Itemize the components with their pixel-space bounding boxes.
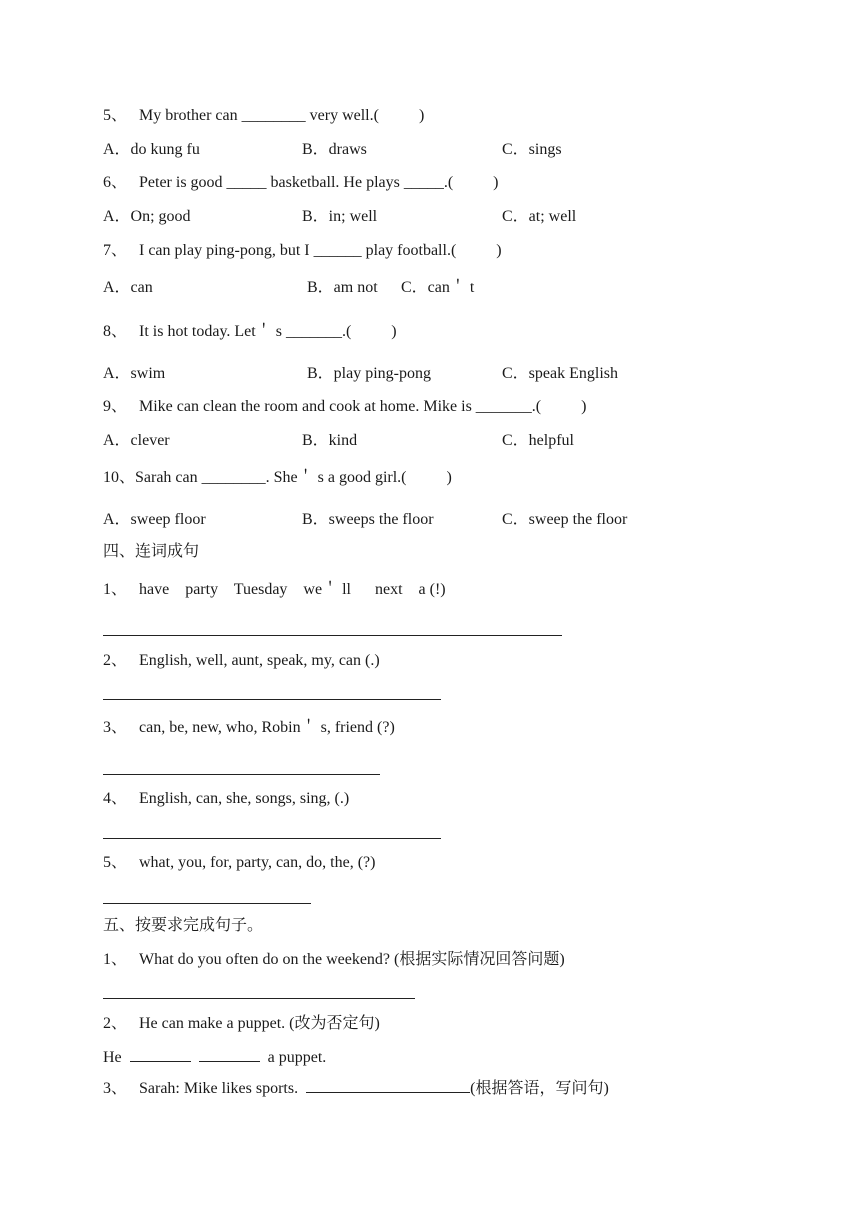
section-5-item-1: 1、 What do you often do on the weekend? (根据实际情况回答问题) bbox=[103, 951, 565, 968]
question-9-option-c: C．helpful bbox=[502, 432, 574, 449]
answer-line-4-3[interactable] bbox=[103, 774, 380, 775]
question-8-option-b: B．play ping-pong bbox=[307, 365, 431, 382]
section-4-title: 四、连词成句 bbox=[103, 543, 200, 560]
section-5-title: 五、按要求完成句子。 bbox=[103, 917, 264, 934]
question-10-option-b: B．sweeps the floor bbox=[302, 511, 434, 528]
question-7-option-b: B．am not bbox=[307, 279, 378, 296]
question-8-stem: 8、 It is hot today. Let＇ s _______.( ) bbox=[103, 323, 397, 340]
answer-blank-2[interactable] bbox=[199, 1046, 260, 1062]
question-9-stem: 9、 Mike can clean the room and cook at home. Mike is _______.( ) bbox=[103, 398, 587, 415]
section-4-item-1: 1、 have party Tuesday we＇ ll next a (!) bbox=[103, 581, 446, 598]
question-6-option-c: C．at; well bbox=[502, 208, 577, 225]
question-8-option-c: C．speak English bbox=[502, 365, 618, 382]
question-6-option-b: B．in; well bbox=[302, 208, 378, 225]
question-7-option-c: C．can＇ t bbox=[401, 279, 475, 296]
section-4-item-3: 3、 can, be, new, who, Robin＇ s, friend (?) bbox=[103, 719, 395, 736]
question-10-option-c: C．sweep the floor bbox=[502, 511, 628, 528]
item-3-text: 3、 Sarah: Mike likes sports. bbox=[103, 1080, 299, 1097]
answer-blank-3[interactable] bbox=[306, 1077, 470, 1093]
answer-prefix-he: He bbox=[103, 1049, 122, 1066]
section-4-item-4: 4、 English, can, she, songs, sing, (.) bbox=[103, 790, 350, 807]
question-5-option-b: B．draws bbox=[302, 141, 367, 158]
answer-blank-1[interactable] bbox=[130, 1046, 191, 1062]
answer-line-4-4[interactable] bbox=[103, 838, 441, 839]
question-7-stem: 7、 I can play ping-pong, but I ______ play football.( ) bbox=[103, 242, 502, 259]
answer-suffix: a puppet. bbox=[267, 1049, 327, 1066]
section-5-item-3 bbox=[103, 1077, 609, 1099]
section-4-item-5: 5、 what, you, for, party, can, do, the, (?) bbox=[103, 854, 376, 871]
section-4-item-2: 2、 English, well, aunt, speak, my, can (.) bbox=[103, 652, 380, 669]
item-3-instruction: (根据答语，写问句) bbox=[470, 1080, 609, 1097]
question-8-option-a: A．swim bbox=[103, 365, 166, 382]
question-6-option-a: A．On; good bbox=[103, 208, 191, 225]
answer-line-4-1[interactable] bbox=[103, 635, 562, 636]
question-5-option-c: C．sings bbox=[502, 141, 562, 158]
question-7-option-a: A．can bbox=[103, 279, 153, 296]
question-6-stem: 6、 Peter is good _____ basketball. He plays _____.( ) bbox=[103, 174, 499, 191]
question-10-option-a: A．sweep floor bbox=[103, 511, 206, 528]
answer-line-4-5[interactable] bbox=[103, 903, 311, 904]
question-9-option-b: B．kind bbox=[302, 432, 358, 449]
answer-line-5-1[interactable] bbox=[103, 998, 415, 999]
question-5-stem: 5、 My brother can ________ very well.( ) bbox=[103, 107, 425, 124]
question-9-option-a: A．clever bbox=[103, 432, 170, 449]
section-5-item-2-answer bbox=[103, 1046, 326, 1068]
question-10-stem: 10、Sarah can ________. She＇ s a good girl.( ) bbox=[103, 469, 452, 486]
answer-line-4-2[interactable] bbox=[103, 699, 441, 700]
question-5-option-a: A．do kung fu bbox=[103, 141, 200, 158]
section-5-item-2: 2、 He can make a puppet. (改为否定句) bbox=[103, 1015, 380, 1032]
